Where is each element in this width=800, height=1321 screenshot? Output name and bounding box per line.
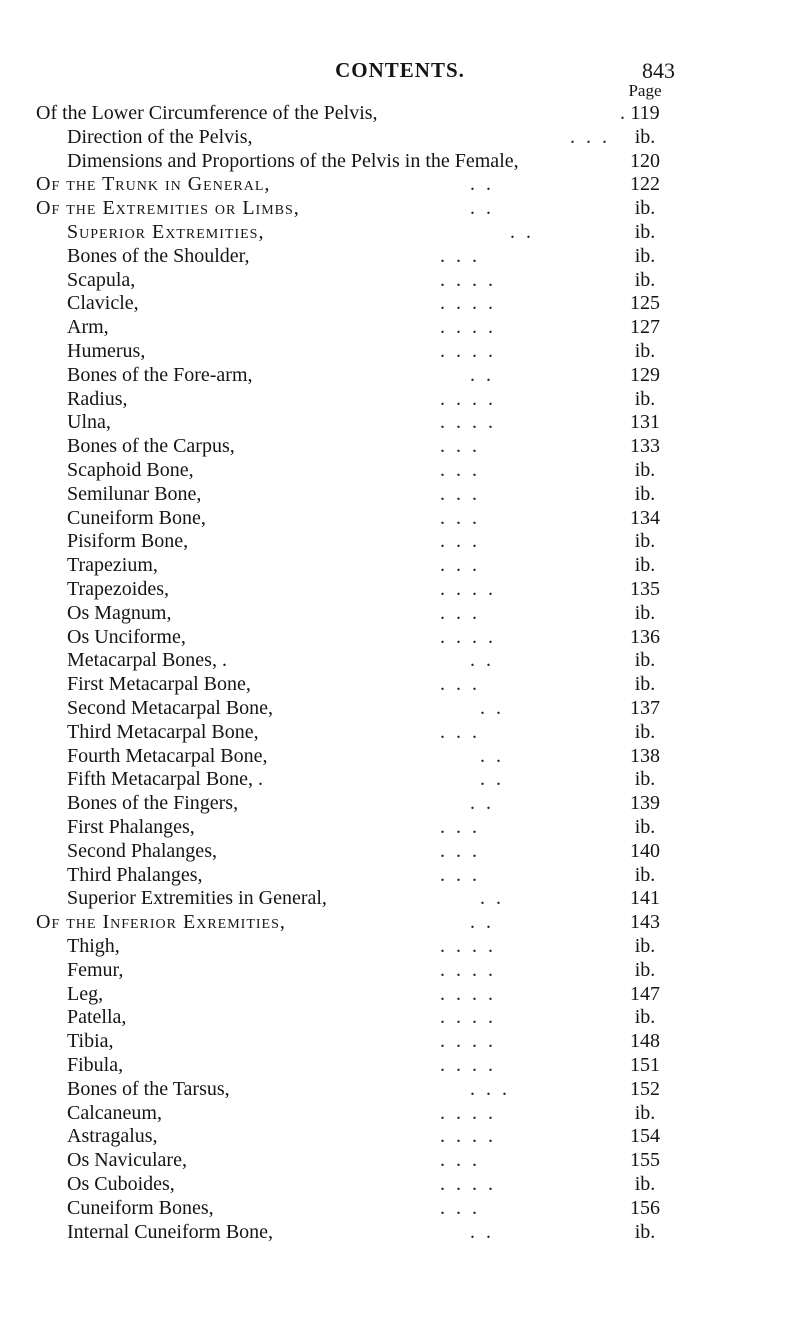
toc-dot-leader: . . . .: [440, 387, 496, 410]
toc-entry-page: ib.: [634, 268, 656, 291]
page-number: 843: [642, 58, 675, 83]
toc-dot-leader: . . .: [570, 125, 610, 148]
toc-dot-leader: . . . .: [440, 958, 496, 981]
toc-entry-title: Astragalus,: [67, 1125, 158, 1148]
toc-entry: [0, 292, 800, 314]
toc-entry-page: ib.: [634, 554, 656, 577]
toc-entry: [0, 697, 800, 719]
toc-entry: [0, 411, 800, 433]
toc-entry-title: Arm,: [67, 316, 109, 339]
toc-entry-page: 125: [630, 292, 660, 315]
toc-entry-page: ib.: [634, 221, 656, 243]
toc-entry-title: First Metacarpal Bone,: [67, 673, 251, 696]
toc-entry: [0, 1221, 800, 1243]
toc-entry-title: Bones of the Fore-arm,: [67, 363, 253, 386]
toc-entry-title: Bones of the Fingers,: [67, 792, 239, 815]
toc-entry-page: 139: [630, 792, 660, 815]
toc-entry-title: Superior Extremities,: [67, 221, 265, 243]
toc-entry-page: ib.: [634, 1173, 656, 1195]
toc-dot-leader: . . . .: [440, 292, 496, 315]
toc-entry-page: 143: [630, 911, 660, 934]
toc-entry-page: 154: [630, 1125, 660, 1148]
toc-entry: [0, 364, 800, 386]
toc-entry-title: Third Metacarpal Bone,: [67, 720, 259, 743]
toc-entry: [0, 935, 800, 957]
toc-dot-leader: . . .: [440, 1149, 480, 1172]
toc-entry-page: ib.: [634, 720, 656, 743]
toc-dot-leader: . . . .: [440, 1173, 496, 1195]
toc-entry-page: ib.: [634, 1220, 656, 1243]
toc-entry: [0, 887, 800, 909]
toc-entry-title: Of the Extremities or Limbs,: [36, 197, 300, 220]
toc-entry-title: Os Cuboides,: [67, 1173, 175, 1195]
toc-entry: [0, 1125, 800, 1147]
toc-dot-leader: . . .: [440, 1196, 480, 1219]
toc-dot-leader: . . . .: [440, 340, 496, 362]
toc-dot-leader: . . . .: [440, 982, 496, 1005]
toc-entry-title: Of the Inferior Exremities,: [36, 911, 286, 934]
toc-entry-page: ib.: [634, 482, 656, 505]
toc-entry-title: Humerus,: [67, 340, 146, 362]
toc-entry-title: Bones of the Tarsus,: [67, 1077, 230, 1100]
toc-dot-leader: . . .: [440, 673, 480, 696]
toc-entry-page: ib.: [634, 340, 656, 362]
toc-dot-leader: . . .: [440, 601, 480, 624]
toc-entry-page: 119: [630, 102, 660, 124]
toc-entry: [0, 435, 800, 457]
toc-entry-title: Scapula,: [67, 268, 136, 291]
toc-entry: [0, 578, 800, 600]
toc-entry: [0, 602, 800, 624]
toc-entry: [0, 459, 800, 481]
toc-entry-page: ib.: [634, 958, 656, 981]
toc-entry-page: ib.: [634, 459, 656, 481]
toc-entry: [0, 316, 800, 338]
toc-entry-page: 151: [630, 1054, 660, 1076]
toc-entry-title: Trapezium,: [67, 554, 158, 577]
toc-entry: [0, 507, 800, 529]
toc-entry-title: Os Magnum,: [67, 601, 172, 624]
toc-entry-title: Calcaneum,: [67, 1101, 162, 1124]
toc-entry-title: Tibia,: [67, 1030, 114, 1053]
toc-entry-title: Cuneiform Bone,: [67, 506, 206, 529]
toc-entry: [0, 1054, 800, 1076]
toc-entry-page: ib.: [634, 768, 656, 791]
toc-entry-page: 120: [630, 149, 660, 172]
toc-dot-leader: . . . .: [440, 1125, 496, 1148]
toc-entry-title: Semilunar Bone,: [67, 482, 202, 505]
page-column-label: Page: [628, 81, 662, 100]
toc-entry-title: Radius,: [67, 387, 128, 410]
toc-entry-page: 134: [630, 506, 660, 529]
toc-entry-title: Thigh,: [67, 935, 120, 957]
toc-dot-leader: . .: [470, 1220, 494, 1243]
toc-entry-page: ib.: [634, 1101, 656, 1124]
toc-entry: [0, 649, 800, 671]
toc-dot-leader: . . .: [470, 1077, 510, 1100]
toc-entry: [0, 221, 800, 243]
toc-entry: [0, 1030, 800, 1052]
toc-entry: [0, 792, 800, 814]
toc-entry-title: Pisiform Bone,: [67, 530, 189, 553]
toc-dot-leader: . .: [470, 911, 494, 934]
toc-entry: [0, 340, 800, 362]
toc-entry-page: 138: [630, 744, 660, 767]
toc-entry: [0, 1102, 800, 1124]
toc-entry: [0, 126, 800, 148]
toc-dot-leader: . . .: [440, 720, 480, 743]
toc-dot-leader: . . .: [440, 554, 480, 577]
toc-entry-title: Leg,: [67, 982, 104, 1005]
toc-dot-leader: . .: [480, 887, 504, 910]
toc-dot-leader: .: [620, 102, 628, 124]
toc-entry-title: Direction of the Pelvis,: [67, 125, 253, 148]
toc-entry: [0, 150, 800, 172]
toc-entry-page: 136: [630, 625, 660, 648]
toc-dot-leader: . . .: [440, 863, 480, 886]
toc-entry-page: 140: [630, 839, 660, 862]
toc-dot-leader: . . . .: [440, 411, 496, 434]
toc-dot-leader: . . .: [440, 816, 480, 838]
toc-entry: [0, 1173, 800, 1195]
toc-entry-page: ib.: [634, 244, 656, 267]
running-title: CONTENTS.: [335, 58, 465, 82]
toc-entry: [0, 1006, 800, 1028]
toc-dot-leader: . .: [470, 649, 494, 672]
toc-entry-title: Cuneiform Bones,: [67, 1196, 214, 1219]
toc-entry-page: 156: [630, 1196, 660, 1219]
toc-entry-page: ib.: [634, 601, 656, 624]
toc-dot-leader: . .: [480, 697, 504, 719]
toc-entry-page: 141: [630, 887, 660, 910]
toc-dot-leader: . . .: [440, 435, 480, 458]
toc-dot-leader: . . . .: [440, 316, 496, 339]
toc-entry-page: 131: [630, 411, 660, 434]
toc-entry: [0, 245, 800, 267]
toc-dot-leader: . . . .: [440, 578, 496, 600]
toc-entry-page: 129: [630, 363, 660, 386]
toc-entry: [0, 959, 800, 981]
toc-entry-title: Bones of the Carpus,: [67, 435, 235, 458]
toc-dot-leader: . .: [480, 768, 504, 791]
toc-entry: [0, 983, 800, 1005]
toc-entry-title: Fourth Metacarpal Bone,: [67, 744, 268, 767]
toc-dot-leader: . . .: [440, 459, 480, 481]
toc-dot-leader: . . . .: [440, 268, 496, 291]
toc-entry-title: Superior Extremities in General,: [67, 887, 327, 910]
toc-entry: [0, 864, 800, 886]
toc-entry-title: Second Phalanges,: [67, 839, 217, 862]
toc-entry-title: Internal Cuneiform Bone,: [67, 1220, 274, 1243]
toc-entry-page: ib.: [634, 387, 656, 410]
toc-entry-title: Clavicle,: [67, 292, 139, 315]
toc-entry: [0, 197, 800, 219]
toc-entry-title: Fifth Metacarpal Bone, .: [67, 768, 264, 791]
toc-dot-leader: . . . .: [440, 1101, 496, 1124]
toc-entry-title: Metacarpal Bones, .: [67, 649, 227, 672]
toc-entry: [0, 911, 800, 933]
toc-dot-leader: . . .: [440, 244, 480, 267]
running-head: [0, 58, 800, 82]
toc-dot-leader: . .: [470, 792, 494, 815]
toc-entry-page: ib.: [634, 816, 656, 838]
toc-entry-page: 152: [630, 1077, 660, 1100]
toc-entry-title: Third Phalanges,: [67, 863, 203, 886]
toc-entry-title: First Phalanges,: [67, 816, 195, 838]
toc-dot-leader: . . .: [440, 506, 480, 529]
toc-entry: [0, 173, 800, 195]
toc-entry-page: ib.: [634, 649, 656, 672]
toc-entry: [0, 102, 800, 124]
toc-entry-title: Ulna,: [67, 411, 111, 434]
toc-dot-leader: . .: [470, 173, 494, 196]
toc-dot-leader: . . .: [440, 530, 480, 553]
toc-entry-page: 127: [630, 316, 660, 339]
toc-entry: [0, 1149, 800, 1171]
toc-entry-page: 148: [630, 1030, 660, 1053]
toc-entry-page: 147: [630, 982, 660, 1005]
toc-dot-leader: . .: [470, 197, 494, 220]
toc-entry-page: ib.: [634, 1006, 656, 1029]
toc-entry-title: Fibula,: [67, 1054, 124, 1076]
toc-entry-title: Bones of the Shoulder,: [67, 244, 250, 267]
toc-entry-page: 155: [630, 1149, 660, 1172]
toc-entry: [0, 1197, 800, 1219]
toc-entry: [0, 530, 800, 552]
toc-entry-page: 137: [630, 697, 660, 719]
toc-dot-leader: . .: [470, 363, 494, 386]
toc-entry-title: Os Naviculare,: [67, 1149, 187, 1172]
toc-dot-leader: . . . .: [440, 935, 496, 957]
toc-entry-page: ib.: [634, 197, 656, 220]
toc-entry-title: Of the Trunk in General,: [36, 173, 271, 196]
toc-entry-page: ib.: [634, 935, 656, 957]
toc-entry: [0, 269, 800, 291]
toc-entry: [0, 554, 800, 576]
toc-dot-leader: . . . .: [440, 1030, 496, 1053]
toc-entry: [0, 483, 800, 505]
toc-entry: [0, 1078, 800, 1100]
toc-entry-title: Scaphoid Bone,: [67, 459, 194, 481]
toc-entry-page: ib.: [634, 125, 656, 148]
toc-entry: [0, 745, 800, 767]
toc-dot-leader: . . . .: [440, 1006, 496, 1029]
toc-entry: [0, 673, 800, 695]
toc-entry-page: 135: [630, 578, 660, 600]
toc-entry-title: Dimensions and Proportions of the Pelvis in the Female,: [67, 149, 519, 172]
toc-dot-leader: . . . .: [440, 1054, 496, 1076]
toc-entry: [0, 840, 800, 862]
toc-entry-title: Femur,: [67, 958, 124, 981]
toc-entry-title: Trapezoides,: [67, 578, 170, 600]
toc-entry-title: Second Metacarpal Bone,: [67, 697, 274, 719]
toc-entry-page: ib.: [634, 863, 656, 886]
toc-entry-title: Patella,: [67, 1006, 127, 1029]
toc-entry: [0, 816, 800, 838]
toc-entry-title: Os Unciforme,: [67, 625, 186, 648]
toc-dot-leader: . . .: [440, 482, 480, 505]
toc-entry: [0, 626, 800, 648]
toc-entry: [0, 768, 800, 790]
toc-dot-leader: . .: [510, 221, 534, 243]
toc-dot-leader: . . . .: [440, 625, 496, 648]
toc-entry: [0, 721, 800, 743]
toc-entry-page: ib.: [634, 673, 656, 696]
toc-entry-page: 133: [630, 435, 660, 458]
toc-entry-title: Of the Lower Circumference of the Pelvis,: [36, 102, 378, 124]
toc-entry-page: 122: [630, 173, 660, 196]
toc-dot-leader: . . .: [440, 839, 480, 862]
toc-entry: [0, 388, 800, 410]
toc-entry-page: ib.: [634, 530, 656, 553]
toc-dot-leader: . .: [480, 744, 504, 767]
